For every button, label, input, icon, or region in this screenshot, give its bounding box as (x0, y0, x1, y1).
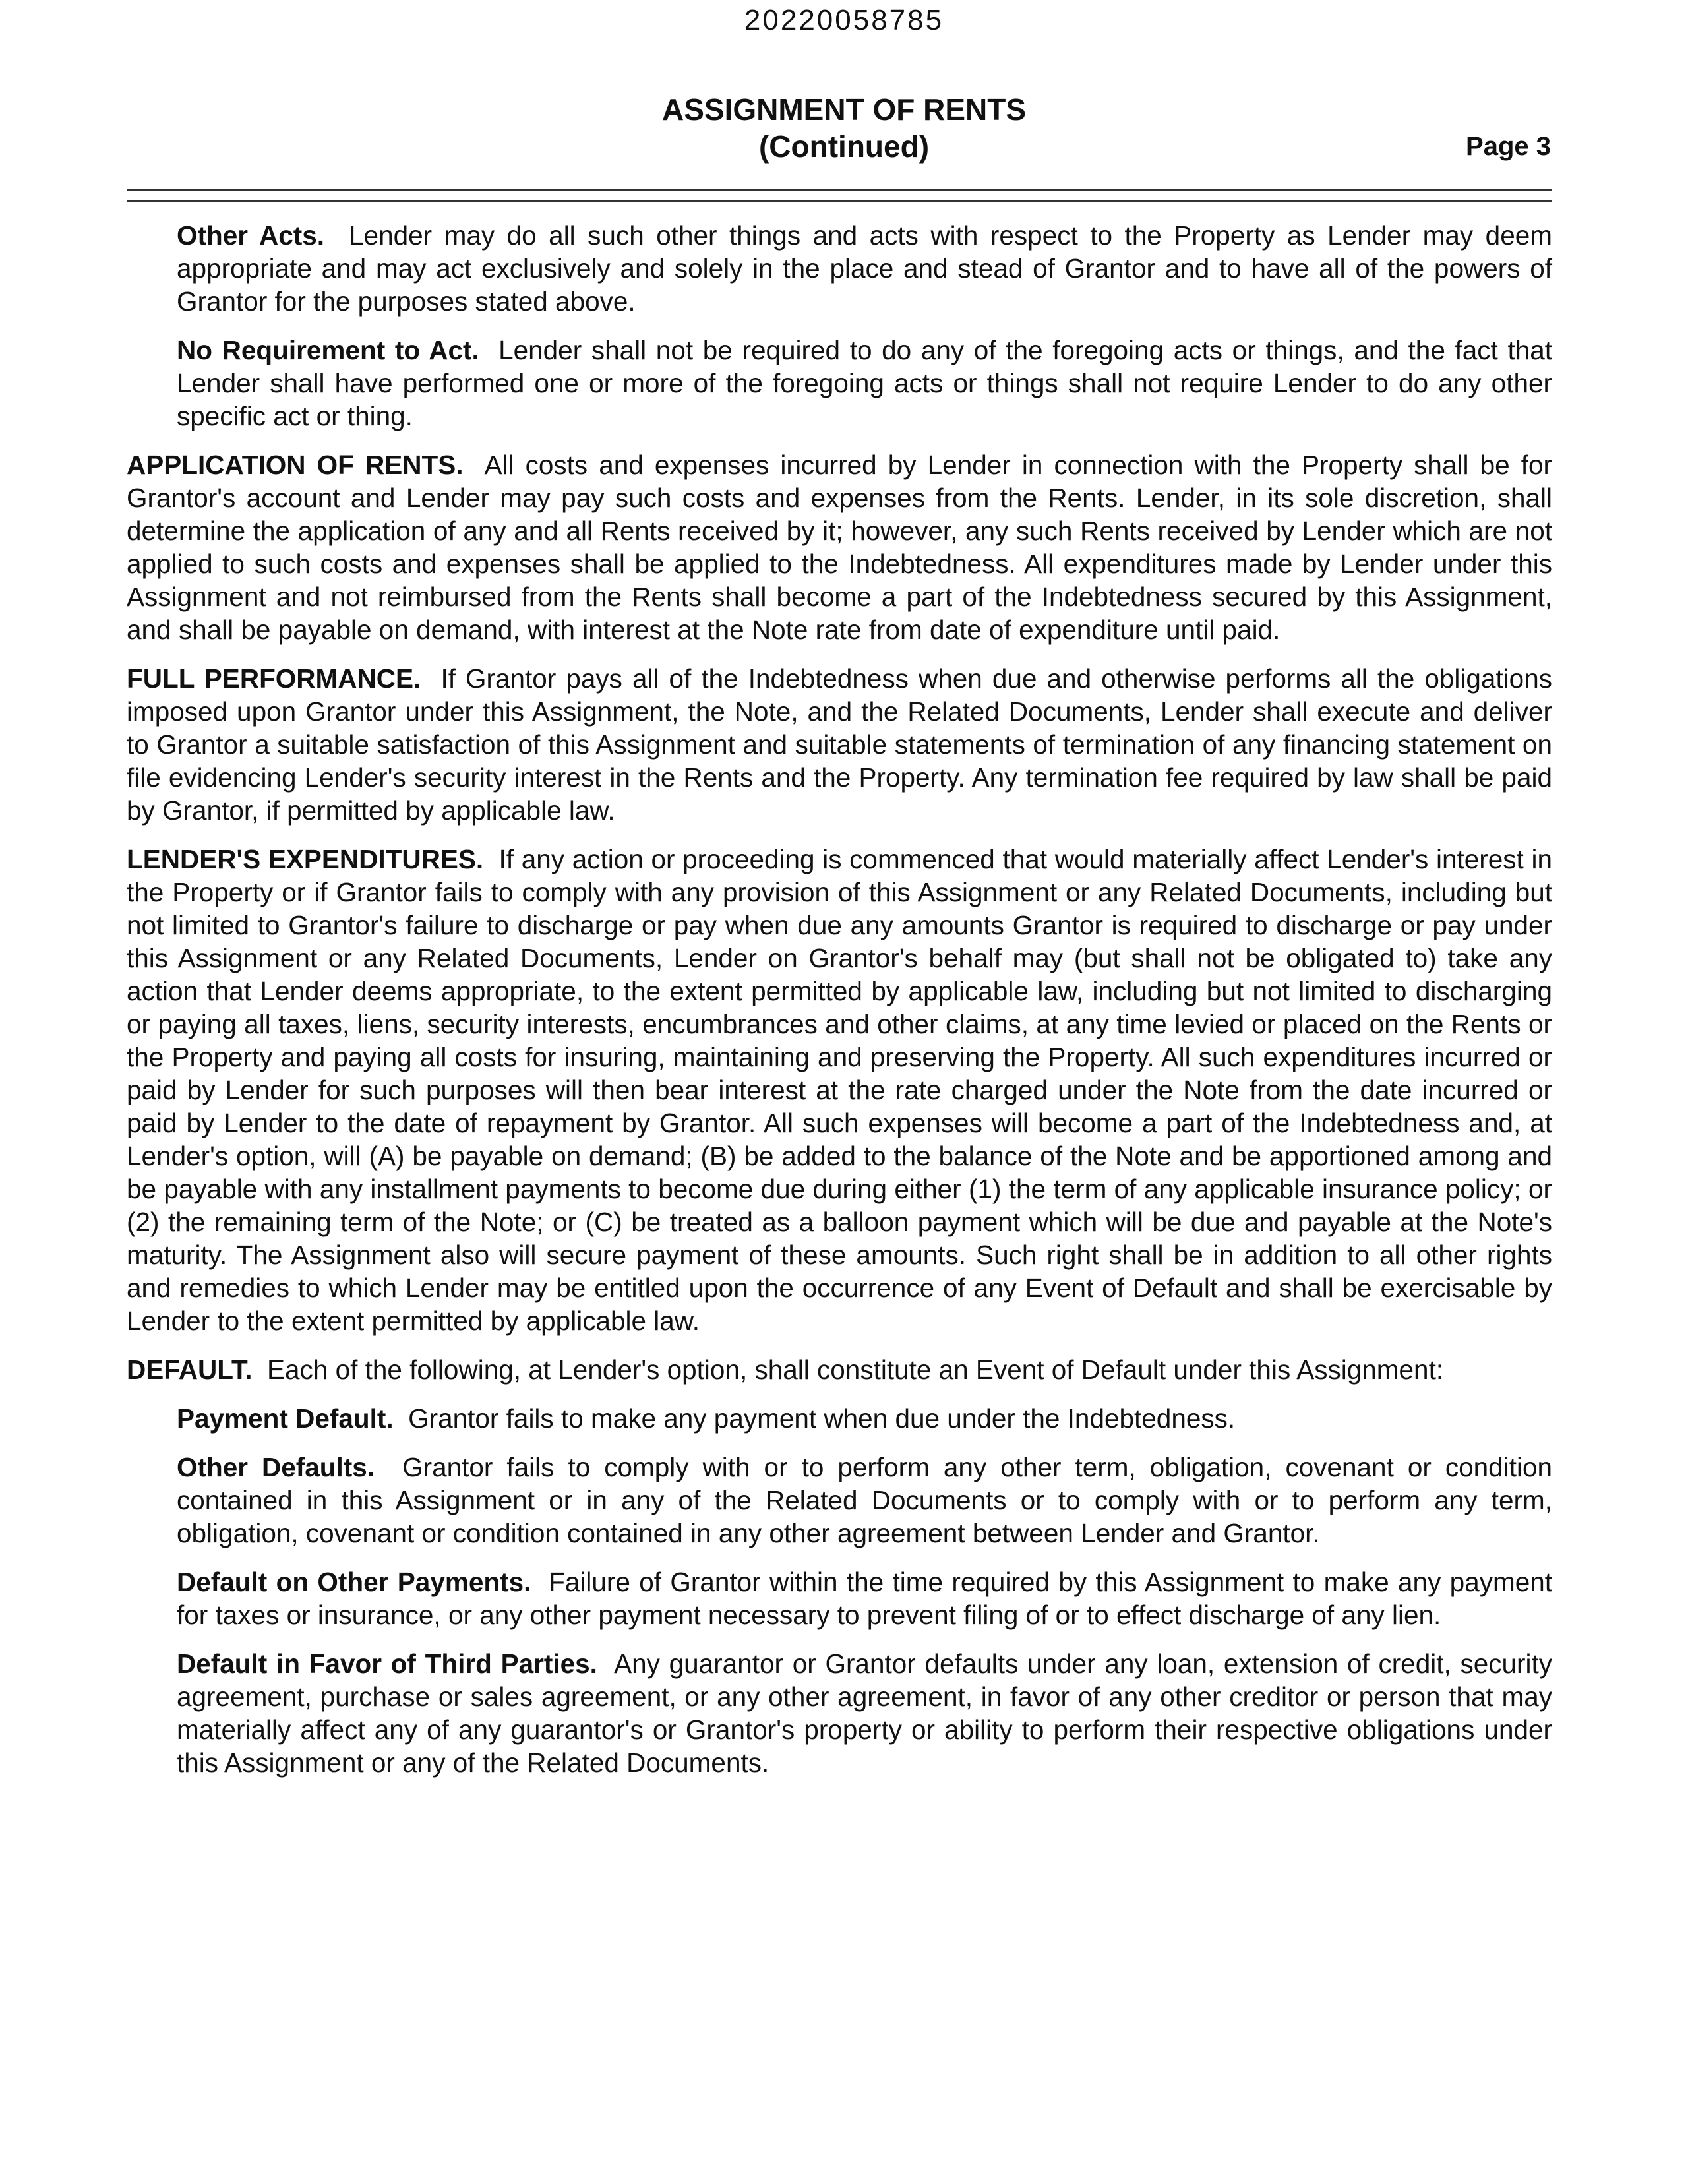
section-heading: APPLICATION OF RENTS. (127, 450, 464, 480)
section-text: Lender may do all such other things and acts with respect to the Property as Lender may deem appropriate and may act exclusively and solely in the place and stead of Grantor and to have all of the powers of Grantor for the purposes stated above. (177, 220, 1552, 317)
section-default-on-other-payments (177, 1565, 1552, 1631)
section-text: Failure of Grantor within the time required by this Assignment to make any payment for taxes or insurance, or any other payment necessary to prevent filing of or to effect discharge of any lien. (177, 1567, 1553, 1630)
document-subtitle: (Continued) (758, 129, 930, 164)
section-heading: DEFAULT. (127, 1354, 253, 1385)
section-default-third-parties (177, 1647, 1552, 1779)
section-heading: Default in Favor of Third Parties. (177, 1649, 597, 1679)
section-heading: LENDER'S EXPENDITURES. (127, 844, 484, 874)
section-heading: Default on Other Payments. (177, 1567, 531, 1597)
section-text: If any action or proceeding is commenced that would materially affect Lender's interest in the Property or if Grantor fails to comply with any provision of this Assignment or any Related Documents, including but not limited to Grantor's failure to discharge or pay when due any amounts Grantor is required to discharge or pay under this Assignment or any Related Documents, Lender on Grantor's behalf may (but shall not be obligated to) take any action that Lender deems appropriate, to the extent permitted by applicable law, including but not limited to discharging or paying all taxes, liens, security interests, encumbrances and other claims, at any time levied or placed on the Rents or the Property and paying all costs for insuring, maintaining and preserving the Property. All such expenditures incurred or paid by Lender for such purposes will then bear interest at the rate charged under the Note from the date incurred or paid by Lender to the date of repayment by Grantor. All such expenses will become a part of the Indebtedness and, at Lender's option, will (A) be payable on demand; (B) be added to the balance of the Note and be apportioned among and be payable with any installment payments to become due during either (1) the term of any applicable insurance policy; or (2) the remaining term of the Note; or (C) be treated as a balloon payment which will be due and payable at the Note's maturity. The Assignment also will secure payment of these amounts. Such right shall be in addition to all other rights and remedies to which Lender may be entitled upon the occurrence of any Event of Default and shall be exercisable by Lender to the extent permitted by applicable law. (127, 844, 1552, 1336)
section-full-performance (127, 662, 1552, 827)
section-payment-default (177, 1402, 1552, 1435)
section-text: If Grantor pays all of the Indebtedness when due and otherwise performs all the obligations imposed upon Grantor under this Assignment, the Note, and the Related Documents, Lender shall execute and deliver to Grantor a suitable satisfaction of this Assignment and suitable statements of termination of any financing statement on file evidencing Lender's security interest in the Rents and the Property. Any termination fee required by law shall be paid by Grantor, if permitted by applicable law. (127, 663, 1552, 826)
section-heading: Payment Default. (177, 1403, 394, 1434)
document-title: ASSIGNMENT OF RENTS (661, 92, 1027, 127)
page-number: Page 3 (1466, 132, 1551, 161)
section-application-of-rents (127, 448, 1552, 646)
section-no-requirement-to-act (177, 334, 1552, 433)
header-divider-bottom (127, 200, 1552, 202)
section-text: Grantor fails to make any payment when due under the Indebtedness. (408, 1403, 1236, 1434)
section-text: All costs and expenses incurred by Lender in connection with the Property shall be for Grantor's account and Lender may pay such costs and expenses from the Rents. Lender, in its sole discretion, shall determine the application of any and all Rents received by it; however, any such Rents received by Lender which are not applied to such costs and expenses shall be applied to the Indebtedness. All expenditures made by Lender under this Assignment and not reimbursed from the Rents shall become a part of the Indebtedness secured by this Assignment, and shall be payable on demand, with interest at the Note rate from date of expenditure until paid. (127, 450, 1552, 645)
document-body (127, 219, 1552, 1795)
header-divider-top (127, 189, 1552, 191)
section-other-defaults (177, 1451, 1552, 1550)
section-text: Grantor fails to comply with or to perform any other term, obligation, covenant or condition contained in this Assignment or in any of the Related Documents or to comply with or to perform any term, obligation, covenant or condition contained in any other agreement between Lender and Grantor. (177, 1452, 1552, 1548)
section-text: Each of the following, at Lender's option, shall constitute an Event of Default under this Assignment: (267, 1354, 1444, 1385)
section-text: Lender shall not be required to do any of the foregoing acts or things, and the fact that Lender shall have performed one or more of the foregoing acts or things shall not require Lender to do any other specific act or thing. (177, 335, 1553, 431)
section-default (127, 1353, 1552, 1386)
section-heading: Other Acts. (177, 220, 325, 251)
section-heading: FULL PERFORMANCE. (127, 663, 421, 694)
document-number: 20220058785 (744, 4, 944, 36)
section-other-acts (177, 219, 1552, 318)
section-lenders-expenditures (127, 843, 1552, 1337)
section-heading: No Requirement to Act. (177, 335, 479, 365)
section-text: Any guarantor or Grantor defaults under any loan, extension of credit, security agreement, purchase or sales agreement, or any other agreement, in favor of any other creditor or person that may materially affect any of any guarantor's or Grantor's property or ability to perform their respective obligations under this Assignment or any of the Related Documents. (177, 1649, 1552, 1778)
section-heading: Other Defaults. (177, 1452, 375, 1482)
